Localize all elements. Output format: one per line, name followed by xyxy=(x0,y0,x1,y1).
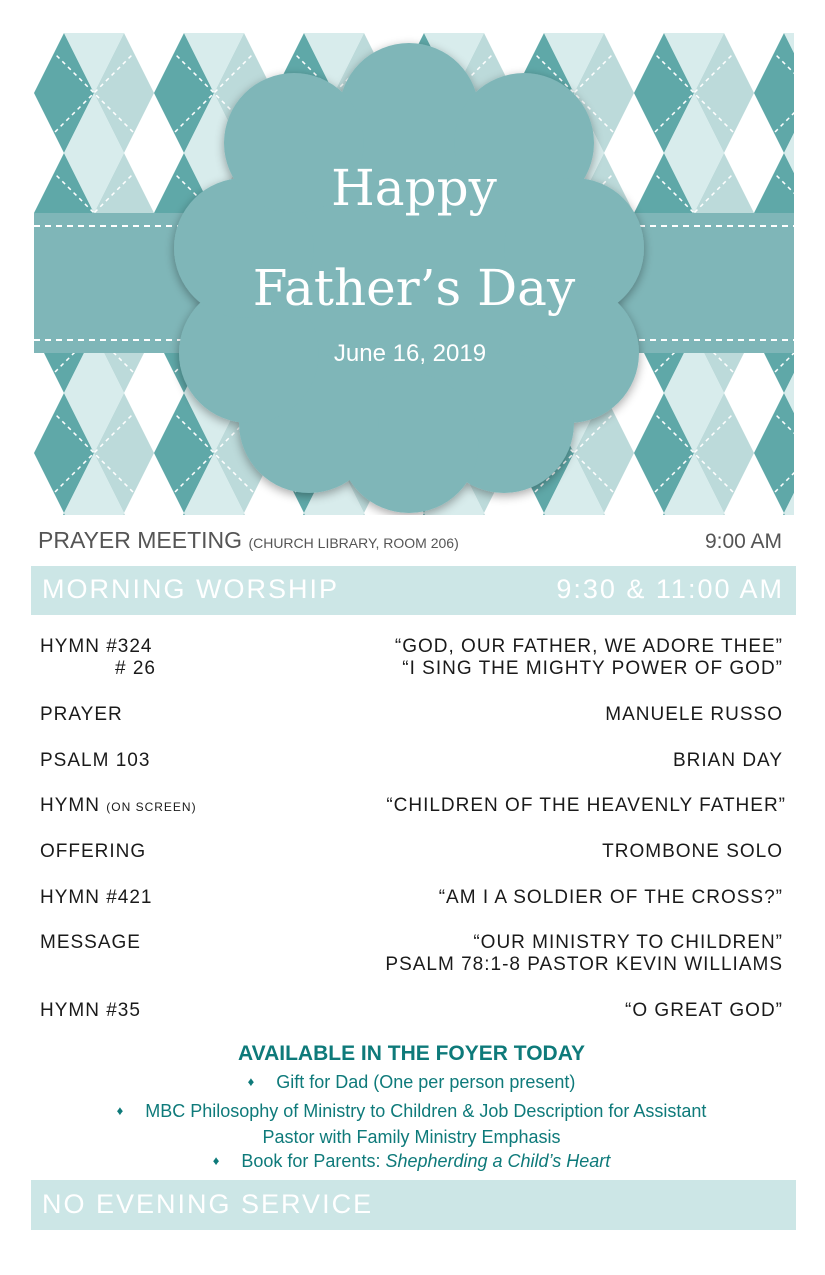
morning-worship-time: 9:30 & 11:00 AM xyxy=(556,574,784,604)
order-right: “AM I A SOLDIER OF THE CROSS?” xyxy=(438,887,783,908)
order-left: HYMN #421 xyxy=(40,887,153,908)
foyer-section xyxy=(40,1042,783,1175)
order-left: HYMN #35 xyxy=(40,1000,141,1021)
prayer-meeting-location: (CHURCH LIBRARY, ROOM 206) xyxy=(248,535,459,551)
order-right: MANUELE RUSSO xyxy=(605,704,783,725)
order-left: PSALM 103 xyxy=(40,750,151,771)
diamond-bullet-icon: ♦ xyxy=(212,1153,220,1168)
foyer-item-text: Gift for Dad (One per person present) xyxy=(276,1072,576,1092)
order-left: MESSAGE xyxy=(40,932,141,953)
order-note: (ON SCREEN) xyxy=(106,800,197,814)
order-right: “GOD, OUR FATHER, WE ADORE THEE” xyxy=(394,636,783,657)
book-title: Shepherding a Child’s Heart xyxy=(385,1151,611,1171)
banner-line1: Happy xyxy=(331,159,497,217)
order-left: HYMN #324 xyxy=(40,636,153,657)
banner-line2: Father’s Day xyxy=(252,259,576,317)
fathers-day-banner xyxy=(34,33,794,515)
diamond-bullet-icon: ♦ xyxy=(247,1074,255,1089)
morning-worship-bar xyxy=(31,566,796,615)
prayer-meeting-time: 9:00 AM xyxy=(704,530,782,553)
order-left: OFFERING xyxy=(40,841,147,862)
foyer-item-continued xyxy=(40,1125,783,1149)
foyer-item xyxy=(40,1149,783,1175)
order-left: # 26 xyxy=(115,658,156,679)
order-right: “OUR MINISTRY TO CHILDREN” xyxy=(473,932,783,953)
evening-service-bar xyxy=(31,1180,796,1230)
order-left: PRAYER xyxy=(40,704,123,725)
foyer-item-text: Book for Parents: xyxy=(241,1151,386,1171)
foyer-item xyxy=(40,1099,783,1125)
prayer-meeting-row xyxy=(38,527,782,557)
prayer-meeting-label: PRAYER MEETING xyxy=(38,527,243,553)
foyer-item xyxy=(40,1070,783,1096)
foyer-heading: AVAILABLE IN THE FOYER TODAY xyxy=(238,1042,585,1065)
morning-worship-label: MORNING WORSHIP xyxy=(42,574,339,604)
order-right: BRIAN DAY xyxy=(672,750,783,771)
banner-date: June 16, 2019 xyxy=(333,340,487,367)
order-right: “CHILDREN OF THE HEAVENLY FATHER” xyxy=(386,795,786,816)
argyle-pattern xyxy=(34,33,794,515)
order-right: TROMBONE SOLO xyxy=(602,841,783,862)
foyer-item-text: Pastor with Family Ministry Emphasis xyxy=(262,1127,561,1147)
foyer-item-text: MBC Philosophy of Ministry to Children & Job Description for Assistant xyxy=(145,1101,707,1121)
order-left: HYMN xyxy=(40,795,100,816)
order-right-2: PSALM 78:1-8 PASTOR KEVIN WILLIAMS xyxy=(385,954,783,975)
order-right: “I SING THE MIGHTY POWER OF GOD” xyxy=(402,658,783,679)
evening-service-label: NO EVENING SERVICE xyxy=(42,1189,374,1219)
diamond-bullet-icon: ♦ xyxy=(116,1103,124,1118)
order-right: “O GREAT GOD” xyxy=(625,1000,783,1021)
